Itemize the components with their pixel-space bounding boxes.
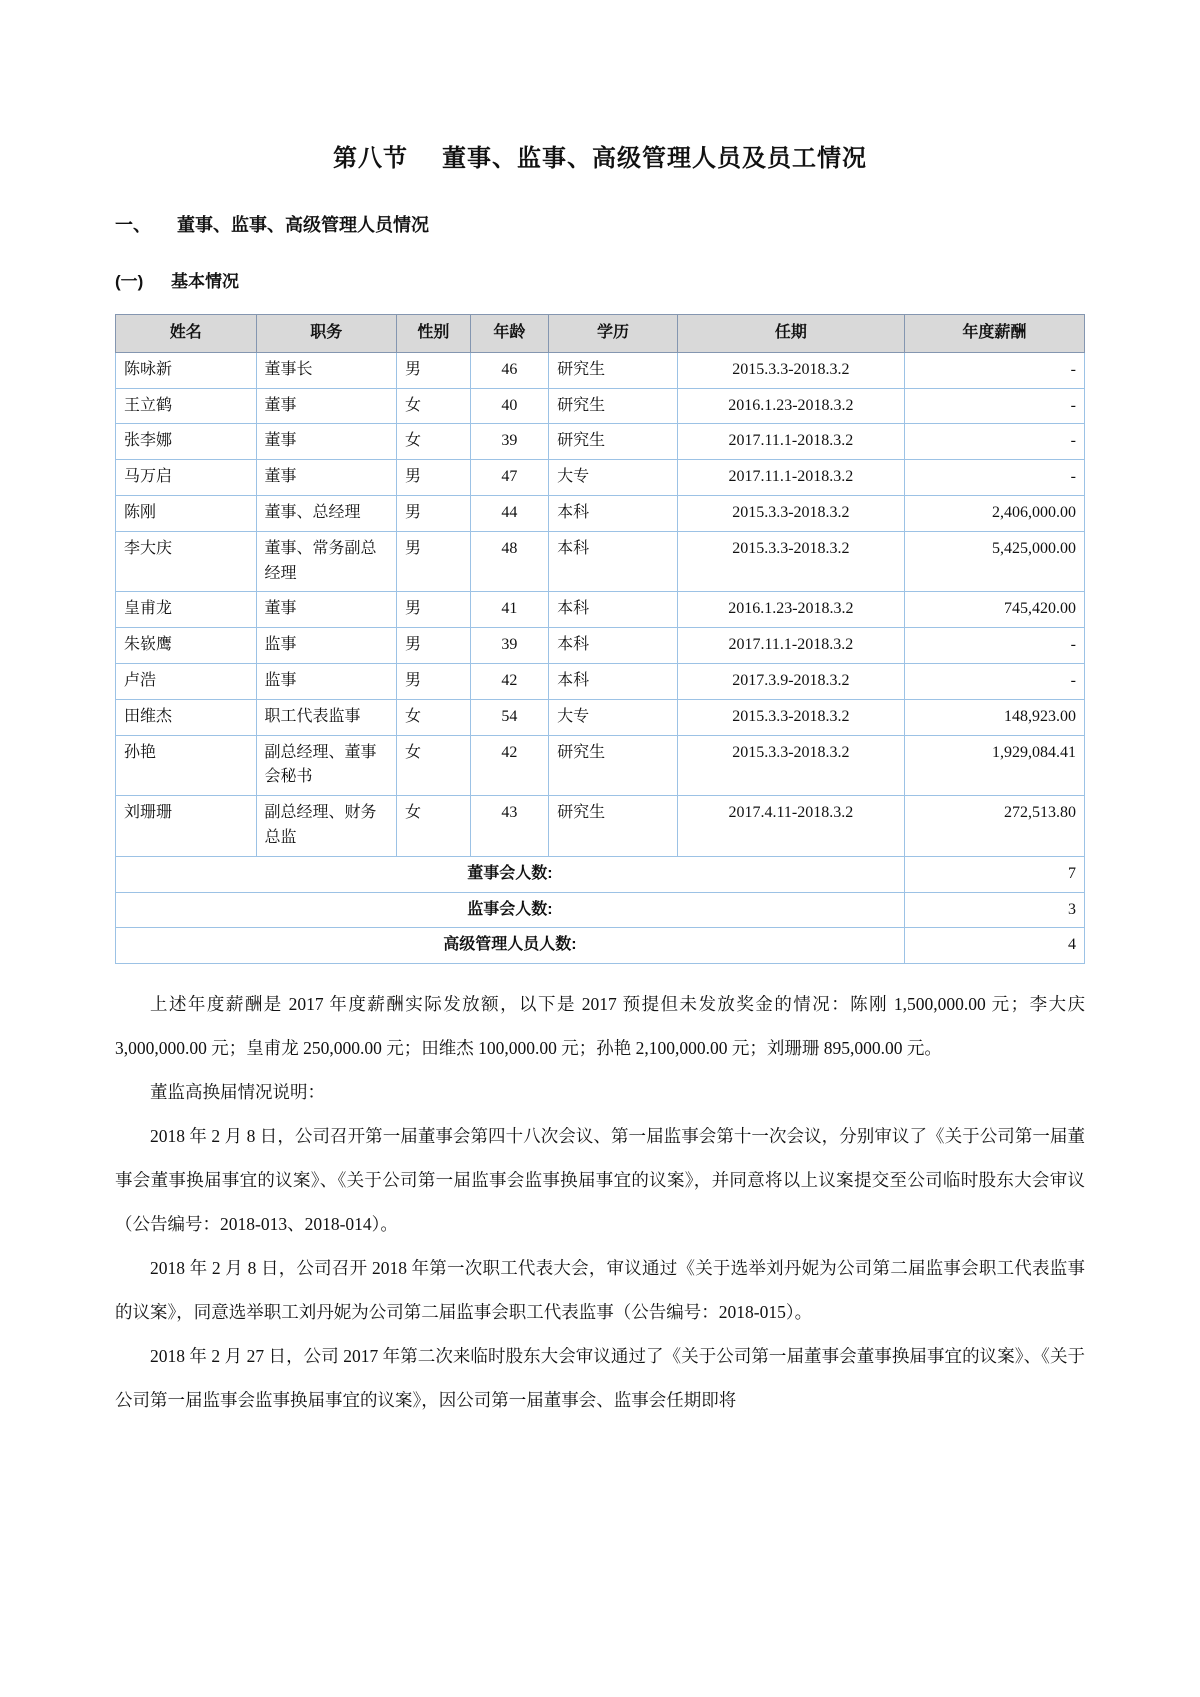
summary-label: 监事会人数:	[116, 892, 905, 928]
table-header-row	[116, 315, 1085, 353]
column-header-age: 年龄	[470, 315, 548, 353]
cell-position: 董事	[256, 460, 397, 496]
cell-education: 本科	[549, 531, 678, 592]
cell-salary: 2,406,000.00	[904, 495, 1084, 531]
cell-education: 研究生	[549, 352, 678, 388]
table-row	[116, 388, 1085, 424]
cell-age: 41	[470, 592, 548, 628]
cell-name: 刘珊珊	[116, 796, 257, 857]
cell-position: 监事	[256, 628, 397, 664]
cell-gender: 男	[397, 352, 471, 388]
paragraph-employee-congress: 2018 年 2 月 8 日，公司召开 2018 年第一次职工代表大会，审议通过《关于选举刘丹妮为公司第二届监事会职工代表监事的议案》，同意选举职工刘丹妮为公司第二届监事会职工代表监事（公告编号：2018-015）。	[115, 1258, 1085, 1323]
subsection-heading-text: 基本情况	[171, 272, 239, 291]
cell-age: 43	[470, 796, 548, 857]
page-title-prefix: 第八节	[333, 145, 408, 172]
cell-term: 2017.11.1-2018.3.2	[678, 460, 905, 496]
cell-salary: -	[904, 352, 1084, 388]
column-header-name: 姓名	[116, 315, 257, 353]
cell-age: 46	[470, 352, 548, 388]
cell-salary: -	[904, 460, 1084, 496]
cell-position: 副总经理、董事会秘书	[256, 735, 397, 796]
cell-position: 董事长	[256, 352, 397, 388]
cell-salary: 148,923.00	[904, 699, 1084, 735]
cell-gender: 男	[397, 531, 471, 592]
section-heading-1-number: 一、	[115, 215, 151, 235]
cell-age: 44	[470, 495, 548, 531]
cell-name: 陈刚	[116, 495, 257, 531]
cell-position: 董事	[256, 424, 397, 460]
paragraph-shareholder-meeting: 2018 年 2 月 27 日，公司 2017 年第二次来临时股东大会审议通过了《关于公司第一届董事会董事换届事宜的议案》、《关于公司第一届监事会监事换届事宜的议案》，因公司第一届董事会、监事会任期即将	[115, 1346, 1085, 1411]
subsection-heading-basic-info	[115, 267, 1085, 292]
table-row	[116, 495, 1085, 531]
cell-age: 47	[470, 460, 548, 496]
cell-gender: 女	[397, 796, 471, 857]
cell-position: 董事	[256, 388, 397, 424]
cell-name: 马万启	[116, 460, 257, 496]
column-header-education: 学历	[549, 315, 678, 353]
section-heading-1-text: 董事、监事、高级管理人员情况	[177, 215, 429, 235]
cell-age: 39	[470, 628, 548, 664]
cell-term: 2015.3.3-2018.3.2	[678, 699, 905, 735]
page-title	[115, 138, 1085, 173]
cell-salary: 272,513.80	[904, 796, 1084, 857]
cell-salary: 1,929,084.41	[904, 735, 1084, 796]
table-row	[116, 592, 1085, 628]
cell-term: 2017.4.11-2018.3.2	[678, 796, 905, 857]
table-row	[116, 531, 1085, 592]
cell-term: 2016.1.23-2018.3.2	[678, 592, 905, 628]
cell-gender: 女	[397, 699, 471, 735]
table-row	[116, 628, 1085, 664]
cell-education: 本科	[549, 592, 678, 628]
cell-education: 大专	[549, 460, 678, 496]
table-row	[116, 796, 1085, 857]
cell-name: 王立鹤	[116, 388, 257, 424]
cell-gender: 女	[397, 388, 471, 424]
cell-education: 研究生	[549, 796, 678, 857]
summary-value: 3	[904, 892, 1084, 928]
cell-education: 研究生	[549, 388, 678, 424]
cell-name: 朱嵚鹰	[116, 628, 257, 664]
cell-age: 54	[470, 699, 548, 735]
table-row	[116, 424, 1085, 460]
summary-row	[116, 928, 1085, 964]
summary-row	[116, 892, 1085, 928]
table-row	[116, 352, 1085, 388]
column-header-gender: 性别	[397, 315, 471, 353]
cell-name: 孙艳	[116, 735, 257, 796]
cell-age: 42	[470, 663, 548, 699]
cell-age: 48	[470, 531, 548, 592]
basic-info-table	[115, 314, 1085, 964]
paragraph-board-meeting: 2018 年 2 月 8 日，公司召开第一届董事会第四十八次会议、第一届监事会第十一次会议，分别审议了《关于公司第一届董事会董事换届事宜的议案》、《关于公司第一届监事会监事换届事宜的议案》，并同意将以上议案提交至公司临时股东大会审议（公告编号：2018-013、2018-014）。	[115, 1126, 1085, 1235]
cell-position: 董事	[256, 592, 397, 628]
cell-salary: -	[904, 628, 1084, 664]
cell-gender: 男	[397, 460, 471, 496]
cell-name: 田维杰	[116, 699, 257, 735]
cell-education: 大专	[549, 699, 678, 735]
summary-label: 董事会人数:	[116, 856, 905, 892]
cell-position: 董事、常务副总经理	[256, 531, 397, 592]
cell-age: 40	[470, 388, 548, 424]
cell-term: 2015.3.3-2018.3.2	[678, 531, 905, 592]
cell-gender: 男	[397, 592, 471, 628]
cell-gender: 男	[397, 663, 471, 699]
cell-term: 2017.11.1-2018.3.2	[678, 424, 905, 460]
cell-salary: -	[904, 663, 1084, 699]
summary-label: 高级管理人员人数:	[116, 928, 905, 964]
cell-term: 2015.3.3-2018.3.2	[678, 495, 905, 531]
subsection-heading-number: (一)	[115, 272, 144, 291]
cell-education: 研究生	[549, 735, 678, 796]
cell-term: 2016.1.23-2018.3.2	[678, 388, 905, 424]
cell-education: 研究生	[549, 424, 678, 460]
summary-value: 7	[904, 856, 1084, 892]
document-content	[115, 138, 1085, 1422]
table-row	[116, 735, 1085, 796]
cell-gender: 男	[397, 495, 471, 531]
cell-gender: 男	[397, 628, 471, 664]
page-title-text: 董事、监事、高级管理人员及员工情况	[442, 145, 867, 172]
cell-position: 副总经理、财务总监	[256, 796, 397, 857]
cell-education: 本科	[549, 663, 678, 699]
cell-name: 皇甫龙	[116, 592, 257, 628]
paragraph-reelection-note-title: 董监高换届情况说明：	[150, 1082, 325, 1103]
cell-age: 42	[470, 735, 548, 796]
summary-row	[116, 856, 1085, 892]
cell-salary: -	[904, 388, 1084, 424]
cell-salary: -	[904, 424, 1084, 460]
table-body	[116, 352, 1085, 963]
cell-gender: 女	[397, 424, 471, 460]
cell-name: 张李娜	[116, 424, 257, 460]
cell-position: 职工代表监事	[256, 699, 397, 735]
section-heading-1	[115, 211, 1085, 237]
cell-name: 李大庆	[116, 531, 257, 592]
column-header-position: 职务	[256, 315, 397, 353]
paragraphs-block	[115, 982, 1085, 1422]
cell-term: 2015.3.3-2018.3.2	[678, 735, 905, 796]
cell-education: 本科	[549, 628, 678, 664]
summary-value: 4	[904, 928, 1084, 964]
paragraph-salary-note: 上述年度薪酬是 2017 年度薪酬实际发放额，以下是 2017 预提但未发放奖金的情况：陈刚 1,500,000.00 元；李大庆 3,000,000.00 元；皇甫龙 250,000.00 元；田维杰 100,000.00 元；孙艳 2,100,000.00 元；刘珊珊 895,000.00 元。	[115, 994, 1085, 1059]
cell-gender: 女	[397, 735, 471, 796]
cell-age: 39	[470, 424, 548, 460]
cell-position: 董事、总经理	[256, 495, 397, 531]
table-row	[116, 663, 1085, 699]
cell-salary: 5,425,000.00	[904, 531, 1084, 592]
cell-term: 2015.3.3-2018.3.2	[678, 352, 905, 388]
table-row	[116, 699, 1085, 735]
cell-name: 陈咏新	[116, 352, 257, 388]
cell-term: 2017.3.9-2018.3.2	[678, 663, 905, 699]
cell-term: 2017.11.1-2018.3.2	[678, 628, 905, 664]
cell-name: 卢浩	[116, 663, 257, 699]
table-header	[116, 315, 1085, 353]
cell-position: 监事	[256, 663, 397, 699]
table-row	[116, 460, 1085, 496]
cell-education: 本科	[549, 495, 678, 531]
column-header-term: 任期	[678, 315, 905, 353]
column-header-salary: 年度薪酬	[904, 315, 1084, 353]
cell-salary: 745,420.00	[904, 592, 1084, 628]
